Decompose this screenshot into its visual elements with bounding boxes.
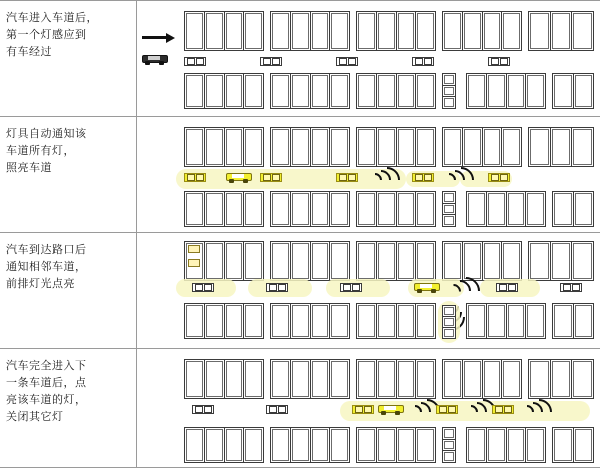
row-1-scene (140, 1, 600, 116)
parking-block (356, 73, 436, 109)
parking-block (270, 303, 350, 339)
ceiling-lamp (412, 57, 434, 66)
parking-block (552, 191, 594, 227)
row-1-caption-line-1: 汽车进入车道后， (6, 11, 98, 24)
vehicle-icon (378, 403, 404, 415)
ceiling-lamp-on (184, 173, 206, 182)
wireless-signal-icon (408, 399, 432, 423)
diagram-row-4 (0, 348, 600, 468)
parking-block (184, 303, 264, 339)
ceiling-lamp (260, 57, 282, 66)
parking-block (270, 359, 350, 399)
diagram-row-1 (0, 0, 600, 117)
parking-block (528, 241, 594, 281)
diagram-row-3 (0, 232, 600, 349)
parking-block (356, 11, 436, 51)
parking-block (270, 241, 350, 281)
ceiling-lamp (192, 405, 214, 414)
ceiling-lamp-on (436, 405, 458, 414)
ceiling-lamp (560, 283, 582, 292)
row-4-caption-line-4: 关闭其它灯 (6, 410, 64, 423)
parking-block (442, 241, 522, 281)
parking-block (184, 11, 264, 51)
ceiling-lamp-on (488, 173, 510, 182)
parking-block (528, 127, 594, 167)
wireless-signal-icon (464, 399, 488, 423)
parking-block (442, 127, 522, 167)
row-1-caption (6, 9, 126, 60)
parking-block-vertical (442, 73, 456, 109)
parking-block (442, 11, 522, 51)
parking-block (466, 191, 546, 227)
lit-stall-marker (188, 245, 200, 253)
row-3-divider (136, 233, 137, 348)
row-4-caption-line-3: 亮该车道的灯， (6, 393, 87, 406)
parking-block (356, 127, 436, 167)
vehicle-icon (414, 281, 440, 293)
parking-block (442, 359, 522, 399)
parking-block (356, 241, 436, 281)
parking-block (184, 191, 264, 227)
parking-block-vertical (442, 191, 456, 227)
row-4-caption-line-2: 一条车道后，点 (6, 376, 87, 389)
parking-block (552, 73, 594, 109)
parking-block-vertical (442, 427, 456, 463)
ceiling-lamp (266, 283, 288, 292)
row-3-caption (6, 241, 126, 292)
row-2-caption-line-3: 照亮车道 (6, 161, 52, 174)
parking-block (270, 127, 350, 167)
row-1-divider (136, 1, 137, 116)
diagram-row-2 (0, 116, 600, 233)
row-3-scene (140, 233, 600, 348)
parking-block (270, 427, 350, 463)
row-4-divider (136, 349, 137, 467)
parking-block (466, 73, 546, 109)
parking-block (270, 73, 350, 109)
wireless-signal-icon (442, 167, 466, 191)
parking-block (528, 11, 594, 51)
ceiling-lamp (266, 405, 288, 414)
wireless-signal-icon (368, 167, 392, 191)
parking-block (466, 427, 546, 463)
row-4-scene (140, 349, 600, 467)
ceiling-lamp (340, 283, 362, 292)
row-2-caption (6, 125, 126, 176)
parking-block (184, 359, 264, 399)
lit-stall-marker (188, 259, 200, 267)
row-2-caption-line-1: 灯具自动通知该 (6, 127, 87, 140)
parking-block (356, 359, 436, 399)
ceiling-lamp-on (260, 173, 282, 182)
parking-block (552, 303, 594, 339)
row-2-scene (140, 117, 600, 232)
row-2-caption-line-2: 车道所有灯， (6, 144, 75, 157)
row-4-caption-line-1: 汽车完全进入下 (6, 359, 87, 372)
parking-block (466, 303, 546, 339)
ceiling-lamp (192, 283, 214, 292)
parking-block-vertical (442, 305, 456, 339)
parking-block (184, 73, 264, 109)
parking-block (356, 427, 436, 463)
row-2-divider (136, 117, 137, 232)
direction-arrow-icon (142, 33, 176, 43)
row-3-caption-line-3: 前排灯光点亮 (6, 277, 75, 290)
parking-block (184, 427, 264, 463)
wireless-signal-icon (520, 399, 544, 423)
ceiling-lamp (488, 57, 510, 66)
row-1-caption-line-3: 有车经过 (6, 45, 52, 58)
parking-block (270, 191, 350, 227)
ceiling-lamp (184, 57, 206, 66)
row-3-caption-line-2: 通知相邻车道， (6, 260, 87, 273)
ceiling-lamp-on (412, 173, 434, 182)
vehicle-icon (142, 53, 168, 65)
row-1-caption-line-2: 第一个灯感应到 (6, 28, 87, 41)
parking-block (270, 11, 350, 51)
ceiling-lamp (336, 57, 358, 66)
vehicle-icon (226, 171, 252, 183)
parking-block (552, 427, 594, 463)
ceiling-lamp-on (352, 405, 374, 414)
parking-block (356, 303, 436, 339)
ceiling-lamp-on (336, 173, 358, 182)
ceiling-lamp (496, 283, 518, 292)
parking-block (356, 191, 436, 227)
row-3-caption-line-1: 汽车到达路口后 (6, 243, 87, 256)
row-4-caption (6, 357, 126, 425)
parking-block (184, 127, 264, 167)
parking-block (528, 359, 594, 399)
ceiling-lamp-on (492, 405, 514, 414)
